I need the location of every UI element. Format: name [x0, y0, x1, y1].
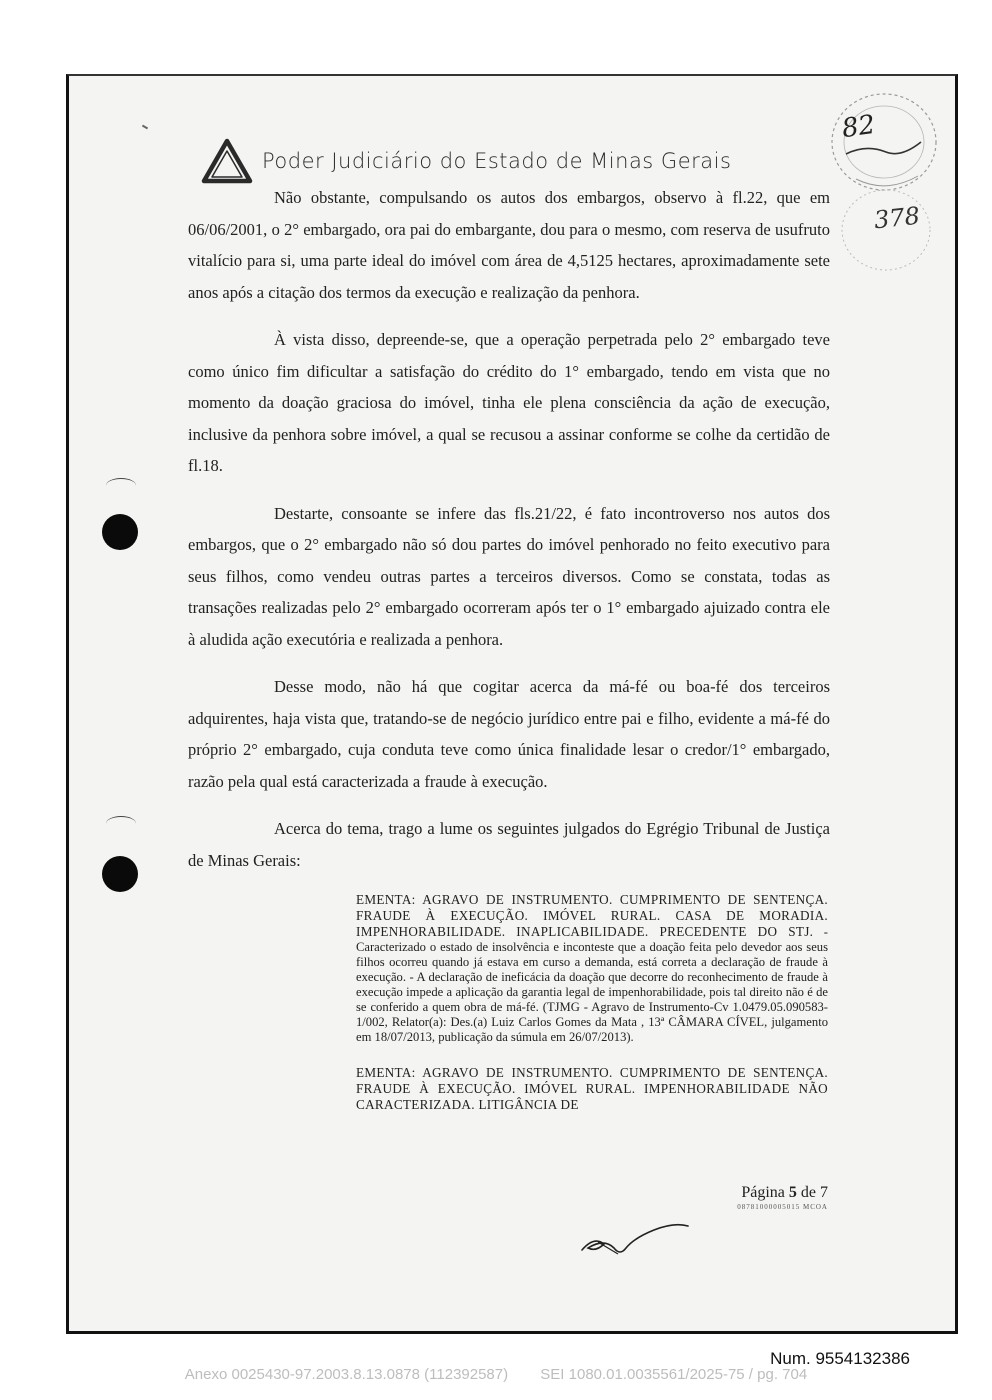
page-number: Página 5 de 7 [741, 1184, 828, 1201]
citation-block [356, 1065, 828, 1113]
paragraph: Destarte, consoante se infere das fls.21/22, é fato incontroverso nos autos dos embargos, que o 2° embargado não só dou partes do imóvel penhorado no feito executivo para seus filhos, como vendeu outras partes a terceiros diversos. Como se constata, todas as transações realizadas pelo 2° embargado ocorreram após ter o 1° embargado ajuizado contra ele à aludida ação executória e realizada a penhora. [188, 503, 830, 649]
annex-reference: Anexo 0025430-97.2003.8.13.0878 (112392587) [184, 1366, 509, 1383]
annex-footer [0, 1366, 992, 1383]
paragraph: Não obstante, compulsando os autos dos embargos, observo à fl.22, que em 06/06/2001, o 2° embargado, ora pai do embargante, dou para o mesmo, com reserva de usufruto vitalício para si, uma parte ideal do imóvel com área de 4,5125 hectares, aproximadamente sete anos após a citação dos termos da execução e realização da penhora. [188, 188, 830, 302]
punch-hole [102, 514, 138, 550]
paragraph: À vista disso, depreende-se, que a operação perpetrada pelo 2° embargado teve como único fim dificultar a satisfação do crédito do 1° embargado, tendo em vista que no momento da doação graciosa do imóvel, tinha ele plena consciência da ação de execução, inclusive da penhora sobre imóvel, a qual se recusou a assinar conforme se colhe da certidão de fl.18. [188, 330, 830, 475]
paragraph: Desse modo, não há que cogitar acerca da má-fé ou boa-fé dos terceiros adquirentes, haja vista que, tratando-se de negócio jurídico entre pai e filho, evidente a má-fé do próprio 2° embargado, cuja conduta teve como única finalidade lesar o credor/1° embargado, razão pela qual está caracterizada a fraude à execução. [188, 677, 830, 791]
sei-reference: SEI 1080.01.0035561/2025-75 / pg. 704 [540, 1366, 808, 1383]
judiciary-triangle-icon [200, 137, 254, 185]
paragraph: Acerca do tema, trago a lume os seguintes julgados do Egrégio Tribunal de Justiça de Minas Gerais: [188, 819, 830, 870]
jurisprudence-citations [356, 892, 828, 1133]
margin-mark [106, 816, 136, 831]
citation-heading: EMENTA: AGRAVO DE INSTRUMENTO. CUMPRIMENTO DE SENTENÇA. FRAUDE À EXECUÇÃO. IMÓVEL RURAL. IMPENHORABILIDADE NÃO CARACTERIZADA. LITIGÂNCIA DE [356, 1065, 828, 1112]
court-seal-stamp [826, 84, 956, 274]
margin-mark [106, 478, 136, 493]
citation-heading: EMENTA: AGRAVO DE INSTRUMENTO. CUMPRIMENTO DE SENTENÇA. FRAUDE À EXECUÇÃO. IMÓVEL RURAL. CASA DE MORADIA. IMPENHORABILIDADE. INAPLICABILIDADE. PRECEDENTE DO STJ. [356, 892, 828, 939]
document-body [188, 182, 830, 892]
handwritten-signature [574, 1208, 694, 1268]
document-number: Num. 9554132386 [770, 1349, 910, 1368]
citation-text: - Caracterizado o estado de insolvência e inconteste que a doação feita pelo devedor aos seus filhos ocorreu quando já estava em curso a demanda, está correta a declaração de fraude à execução. - A declaração de ineficácia da doação que decorre do reconhecimento de fraude à execução impede a aplicação da garantia legal de impenhorabilidade, pois tal direito não é de se conferido a quem obra de má-fé. (TJMG - Agravo de Instrumento-Cv 1.0479.05.090583-1/002, Relator(a): Des.(a) Luiz Carlos Gomes da Mata , 13ª CÂMARA CÍVEL, julgamento em 18/07/2013, publicação da súmula em 26/07/2013). [356, 925, 828, 1044]
document-header [200, 136, 731, 186]
folio-number: 82 [840, 109, 878, 145]
stamp-number: 378 [872, 201, 922, 235]
citation-block [356, 892, 828, 1045]
header-title: Poder Judiciário do Estado de Minas Gerais [262, 149, 732, 173]
punch-hole [102, 856, 138, 892]
page-code: 08781000005015 MCOA [737, 1203, 828, 1211]
